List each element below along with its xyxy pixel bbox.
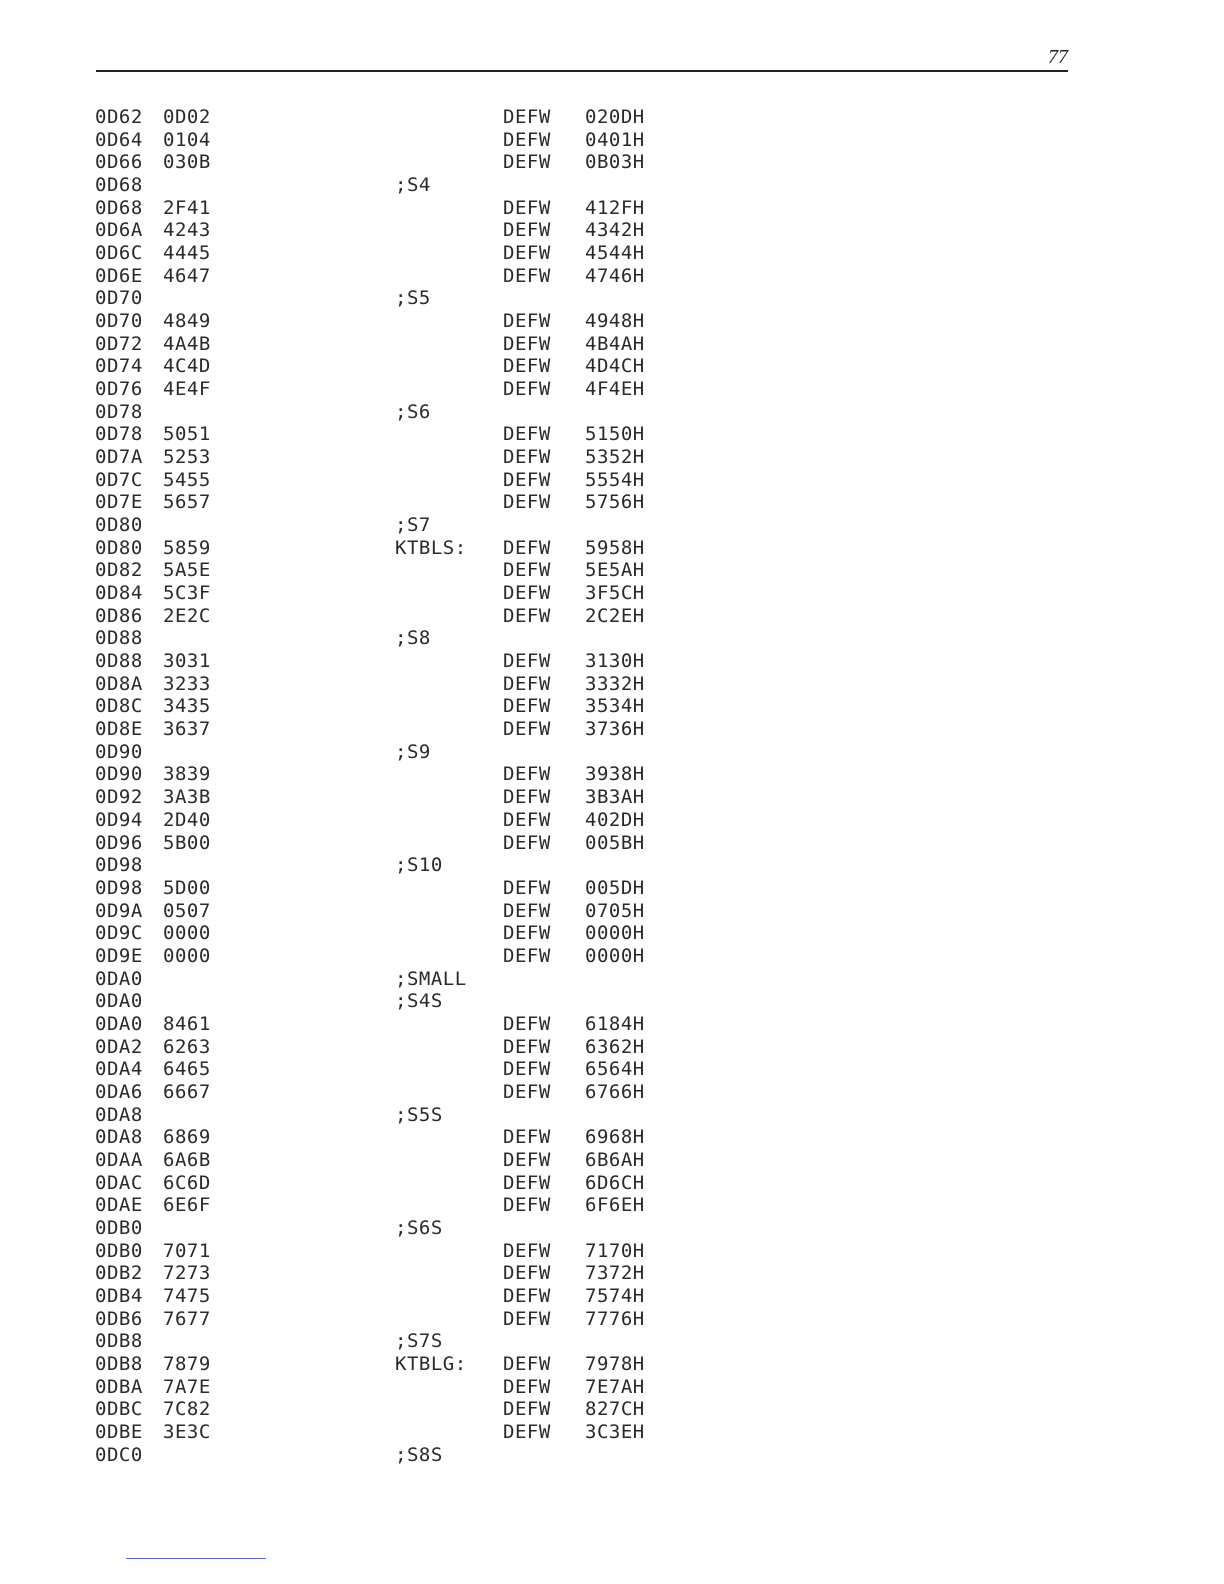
address: 0DC0	[95, 1443, 143, 1466]
opcode: DEFW	[503, 695, 551, 718]
operand: 3938H	[585, 763, 645, 786]
object-code: 0000	[163, 944, 211, 967]
address: 0D92	[95, 786, 143, 809]
object-code: 3637	[163, 718, 211, 741]
opcode: DEFW	[503, 1194, 551, 1217]
operand: 3B3AH	[585, 786, 645, 809]
address: 0D7E	[95, 491, 143, 514]
opcode: DEFW	[503, 423, 551, 446]
operand: 7E7AH	[585, 1375, 645, 1398]
address: 0D9C	[95, 922, 143, 945]
opcode: DEFW	[503, 468, 551, 491]
address: 0D90	[95, 763, 143, 786]
object-code: 5657	[163, 491, 211, 514]
address: 0DB0	[95, 1239, 143, 1262]
opcode: DEFW	[503, 1398, 551, 1421]
address: 0D66	[95, 151, 143, 174]
opcode: DEFW	[503, 242, 551, 265]
header-rule	[96, 70, 1068, 72]
opcode: DEFW	[503, 1148, 551, 1171]
object-code: 3435	[163, 695, 211, 718]
object-code: 7A7E	[163, 1375, 211, 1398]
object-code: 3031	[163, 650, 211, 673]
address: 0D68	[95, 196, 143, 219]
operand: 7372H	[585, 1262, 645, 1285]
opcode: DEFW	[503, 922, 551, 945]
opcode: DEFW	[503, 332, 551, 355]
operand: 2C2EH	[585, 604, 645, 627]
address: 0DB0	[95, 1216, 143, 1239]
opcode: DEFW	[503, 264, 551, 287]
address: 0DAA	[95, 1148, 143, 1171]
operand: 412FH	[585, 196, 645, 219]
object-code: 4647	[163, 264, 211, 287]
object-code: 7C82	[163, 1398, 211, 1421]
operand: 5756H	[585, 491, 645, 514]
address: 0D7A	[95, 446, 143, 469]
operand: 7170H	[585, 1239, 645, 1262]
operand: 6F6EH	[585, 1194, 645, 1217]
operand: 4F4EH	[585, 378, 645, 401]
address: 0D80	[95, 536, 143, 559]
address: 0D62	[95, 106, 143, 128]
label: ;SMALL	[395, 967, 467, 990]
operand: 6D6CH	[585, 1171, 645, 1194]
operand: 6968H	[585, 1126, 645, 1149]
object-code: 4A4B	[163, 332, 211, 355]
address: 0DAE	[95, 1194, 143, 1217]
opcode: DEFW	[503, 1058, 551, 1081]
object-code: 0507	[163, 899, 211, 922]
address: 0DBE	[95, 1420, 143, 1443]
object-code: 4243	[163, 219, 211, 242]
operand: 5554H	[585, 468, 645, 491]
operand: 4746H	[585, 264, 645, 287]
object-code: 6869	[163, 1126, 211, 1149]
address: 0DA2	[95, 1035, 143, 1058]
page-number: 77	[1048, 46, 1068, 68]
object-code: 2D40	[163, 808, 211, 831]
opcode: DEFW	[503, 876, 551, 899]
address: 0DA0	[95, 990, 143, 1013]
object-code: 7475	[163, 1284, 211, 1307]
opcode: DEFW	[503, 1375, 551, 1398]
address: 0DB8	[95, 1352, 143, 1375]
object-code: 8461	[163, 1012, 211, 1035]
object-code: 0D02	[163, 106, 211, 128]
operand: 827CH	[585, 1398, 645, 1421]
address: 0D70	[95, 310, 143, 333]
object-code: 3E3C	[163, 1420, 211, 1443]
address: 0DA8	[95, 1126, 143, 1149]
operand: 0401H	[585, 128, 645, 151]
opcode: DEFW	[503, 151, 551, 174]
opcode: DEFW	[503, 650, 551, 673]
operand: 6564H	[585, 1058, 645, 1081]
address: 0D74	[95, 355, 143, 378]
opcode: DEFW	[503, 1171, 551, 1194]
opcode: DEFW	[503, 1080, 551, 1103]
object-code: 6C6D	[163, 1171, 211, 1194]
object-code: 7677	[163, 1307, 211, 1330]
opcode: DEFW	[503, 1284, 551, 1307]
operand: 7574H	[585, 1284, 645, 1307]
operand: 7978H	[585, 1352, 645, 1375]
address: 0D8C	[95, 695, 143, 718]
label: ;S4	[395, 174, 431, 197]
operand: 6184H	[585, 1012, 645, 1035]
label: ;S5S	[395, 1103, 443, 1126]
address: 0D8A	[95, 672, 143, 695]
object-code: 3233	[163, 672, 211, 695]
address: 0D78	[95, 423, 143, 446]
opcode: DEFW	[503, 559, 551, 582]
label: ;S10	[395, 854, 443, 877]
address: 0D78	[95, 400, 143, 423]
address: 0D72	[95, 332, 143, 355]
address: 0D84	[95, 582, 143, 605]
object-code: 5859	[163, 536, 211, 559]
object-code: 5B00	[163, 831, 211, 854]
address: 0D6C	[95, 242, 143, 265]
address: 0DBA	[95, 1375, 143, 1398]
address: 0D8E	[95, 718, 143, 741]
address: 0D9E	[95, 944, 143, 967]
address: 0D86	[95, 604, 143, 627]
address: 0D9A	[95, 899, 143, 922]
operand: 0000H	[585, 944, 645, 967]
address: 0D80	[95, 514, 143, 537]
operand: 3130H	[585, 650, 645, 673]
operand: 5352H	[585, 446, 645, 469]
object-code: 4C4D	[163, 355, 211, 378]
object-code: 2E2C	[163, 604, 211, 627]
operand: 4948H	[585, 310, 645, 333]
opcode: DEFW	[503, 786, 551, 809]
operand: 4D4CH	[585, 355, 645, 378]
opcode: DEFW	[503, 106, 551, 128]
operand: 3F5CH	[585, 582, 645, 605]
operand: 6362H	[585, 1035, 645, 1058]
address: 0D82	[95, 559, 143, 582]
opcode: DEFW	[503, 196, 551, 219]
address: 0D6A	[95, 219, 143, 242]
object-code: 3A3B	[163, 786, 211, 809]
address: 0D96	[95, 831, 143, 854]
operand: 4B4AH	[585, 332, 645, 355]
label: ;S8	[395, 627, 431, 650]
operand: 0B03H	[585, 151, 645, 174]
address: 0D70	[95, 287, 143, 310]
address: 0DB4	[95, 1284, 143, 1307]
label: ;S7S	[395, 1330, 443, 1353]
operand: 005BH	[585, 831, 645, 854]
object-code: 0104	[163, 128, 211, 151]
label: KTBLG:	[395, 1352, 467, 1375]
object-code: 5253	[163, 446, 211, 469]
operand: 6B6AH	[585, 1148, 645, 1171]
footer-rule	[126, 1558, 266, 1559]
opcode: DEFW	[503, 582, 551, 605]
address: 0DA8	[95, 1103, 143, 1126]
label: ;S5	[395, 287, 431, 310]
opcode: DEFW	[503, 1239, 551, 1262]
opcode: DEFW	[503, 128, 551, 151]
label: ;S6	[395, 400, 431, 423]
operand: 5958H	[585, 536, 645, 559]
object-code: 2F41	[163, 196, 211, 219]
opcode: DEFW	[503, 1352, 551, 1375]
address: 0D6E	[95, 264, 143, 287]
label: ;S7	[395, 514, 431, 537]
address: 0D98	[95, 854, 143, 877]
object-code: 4849	[163, 310, 211, 333]
opcode: DEFW	[503, 219, 551, 242]
address: 0D88	[95, 627, 143, 650]
operand: 402DH	[585, 808, 645, 831]
object-code: 6667	[163, 1080, 211, 1103]
opcode: DEFW	[503, 808, 551, 831]
object-code: 5D00	[163, 876, 211, 899]
address: 0DA0	[95, 967, 143, 990]
object-code: 5455	[163, 468, 211, 491]
operand: 3332H	[585, 672, 645, 695]
address: 0DA6	[95, 1080, 143, 1103]
object-code: 3839	[163, 763, 211, 786]
opcode: DEFW	[503, 536, 551, 559]
object-code: 5C3F	[163, 582, 211, 605]
opcode: DEFW	[503, 1262, 551, 1285]
label: ;S9	[395, 740, 431, 763]
opcode: DEFW	[503, 944, 551, 967]
opcode: DEFW	[503, 310, 551, 333]
label: ;S8S	[395, 1443, 443, 1466]
opcode: DEFW	[503, 604, 551, 627]
opcode: DEFW	[503, 1012, 551, 1035]
object-code: 5051	[163, 423, 211, 446]
object-code: 4445	[163, 242, 211, 265]
address: 0D88	[95, 650, 143, 673]
operand: 4544H	[585, 242, 645, 265]
object-code: 6465	[163, 1058, 211, 1081]
operand: 020DH	[585, 106, 645, 128]
object-code: 7273	[163, 1262, 211, 1285]
opcode: DEFW	[503, 378, 551, 401]
opcode: DEFW	[503, 763, 551, 786]
object-code: 6A6B	[163, 1148, 211, 1171]
address: 0DB8	[95, 1330, 143, 1353]
operand: 5E5AH	[585, 559, 645, 582]
address: 0D76	[95, 378, 143, 401]
address: 0DA0	[95, 1012, 143, 1035]
address: 0D68	[95, 174, 143, 197]
opcode: DEFW	[503, 718, 551, 741]
opcode: DEFW	[503, 672, 551, 695]
operand: 3534H	[585, 695, 645, 718]
address: 0D94	[95, 808, 143, 831]
address: 0DAC	[95, 1171, 143, 1194]
object-code: 6E6F	[163, 1194, 211, 1217]
opcode: DEFW	[503, 1420, 551, 1443]
object-code: 5A5E	[163, 559, 211, 582]
opcode: DEFW	[503, 1035, 551, 1058]
address: 0D90	[95, 740, 143, 763]
address: 0DB2	[95, 1262, 143, 1285]
label: ;S6S	[395, 1216, 443, 1239]
opcode: DEFW	[503, 446, 551, 469]
opcode: DEFW	[503, 899, 551, 922]
object-code: 7071	[163, 1239, 211, 1262]
operand: 7776H	[585, 1307, 645, 1330]
opcode: DEFW	[503, 491, 551, 514]
object-code: 0000	[163, 922, 211, 945]
opcode: DEFW	[503, 1307, 551, 1330]
address: 0D98	[95, 876, 143, 899]
address: 0DA4	[95, 1058, 143, 1081]
operand: 005DH	[585, 876, 645, 899]
address: 0D7C	[95, 468, 143, 491]
address: 0DBC	[95, 1398, 143, 1421]
operand: 5150H	[585, 423, 645, 446]
address: 0DB6	[95, 1307, 143, 1330]
address: 0D64	[95, 128, 143, 151]
operand: 3C3EH	[585, 1420, 645, 1443]
opcode: DEFW	[503, 355, 551, 378]
object-code: 7879	[163, 1352, 211, 1375]
opcode: DEFW	[503, 1126, 551, 1149]
label: KTBLS:	[395, 536, 467, 559]
operand: 6766H	[585, 1080, 645, 1103]
operand: 3736H	[585, 718, 645, 741]
object-code: 030B	[163, 151, 211, 174]
operand: 4342H	[585, 219, 645, 242]
object-code: 4E4F	[163, 378, 211, 401]
label: ;S4S	[395, 990, 443, 1013]
opcode: DEFW	[503, 831, 551, 854]
object-code: 6263	[163, 1035, 211, 1058]
operand: 0705H	[585, 899, 645, 922]
operand: 0000H	[585, 922, 645, 945]
